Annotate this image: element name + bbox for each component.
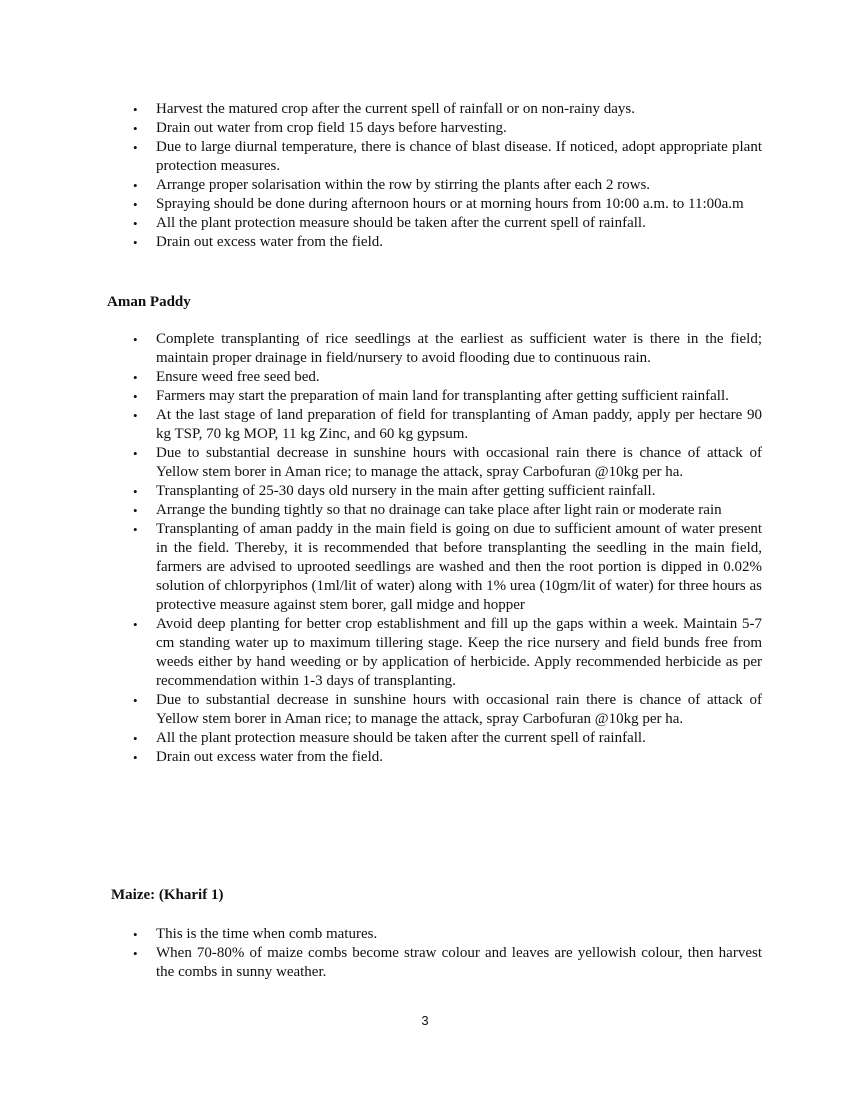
aman-paddy-list <box>133 330 762 767</box>
list-item: • Due to large diurnal temperature, there is chance of blast disease. If noticed, adopt appropriate plant protection measures. <box>133 139 762 174</box>
maize-list <box>133 925 762 982</box>
bullet-icon: • <box>133 102 138 117</box>
bullet-icon: • <box>133 731 138 746</box>
list-item: • When 70-80% of maize combs become straw colour and leaves are yellowish colour, then harvest the combs in sunny weather. <box>133 945 762 980</box>
list-item: • Farmers may start the preparation of main land for transplanting after getting sufficient rainfall. <box>133 388 729 404</box>
bullet-icon: • <box>133 332 138 347</box>
bullet-icon: • <box>133 235 138 250</box>
general-advice-list <box>133 100 762 252</box>
bullet-icon: • <box>133 750 138 765</box>
list-item: • This is the time when comb matures. <box>133 926 378 942</box>
page-number: 3 <box>421 1013 429 1028</box>
bullet-icon: • <box>133 197 138 212</box>
bullet-icon: • <box>133 389 138 404</box>
list-item: • At the last stage of land preparation of field for transplanting of Aman paddy, apply per hectare 90 kg TSP, 70 kg MOP, 11 kg Zinc, and 60 kg gypsum. <box>133 407 762 442</box>
bullet-icon: • <box>133 408 138 423</box>
list-item: • Ensure weed free seed bed. <box>133 369 320 385</box>
bullet-icon: • <box>133 178 138 193</box>
list-item: • Drain out excess water from the field. <box>133 234 383 250</box>
bullet-icon: • <box>133 503 138 518</box>
list-item: • All the plant protection measure should be taken after the current spell of rainfall. <box>133 215 646 231</box>
bullet-icon: • <box>133 693 138 708</box>
list-item: • Spraying should be done during afternoon hours or at morning hours from 10:00 a.m. to 11:00a.m <box>133 196 744 212</box>
bullet-icon: • <box>133 946 138 961</box>
maize-heading: Maize: (Kharif 1) <box>111 887 224 903</box>
list-item: • Transplanting of 25-30 days old nursery in the main after getting sufficient rainfall. <box>133 483 656 499</box>
list-item: • Due to substantial decrease in sunshine hours with occasional rain there is chance of attack of Yellow stem borer in Aman rice; to manage the attack, spray Carbofuran @10kg per ha. <box>133 692 762 727</box>
list-item: • Drain out water from crop field 15 days before harvesting. <box>133 120 507 136</box>
bullet-icon: • <box>133 927 138 942</box>
list-item: • Arrange the bunding tightly so that no drainage can take place after light rain or moderate rain <box>133 502 722 518</box>
bullet-icon: • <box>133 446 138 461</box>
list-item: • Due to substantial decrease in sunshine hours with occasional rain there is chance of attack of Yellow stem borer in Aman rice; to manage the attack, spray Carbofuran @10kg per ha. <box>133 445 762 480</box>
bullet-icon: • <box>133 216 138 231</box>
list-item: • Harvest the matured crop after the current spell of rainfall or on non-rainy days. <box>133 101 635 117</box>
bullet-icon: • <box>133 140 138 155</box>
bullet-icon: • <box>133 484 138 499</box>
list-item: • Arrange proper solarisation within the row by stirring the plants after each 2 rows. <box>133 177 651 193</box>
list-item: • Transplanting of aman paddy in the main field is going on due to sufficient amount of water present in the field. Thereby, it is recommended that before transplanting the seedling in the main field, farmers are advised to uprooted seedlings are washed and then the root portion is dipped in 0.02% solution of chlorpyriphos (1ml/lit of water) along with 1% urea (10gm/lit of water) for three hours as protective measure against stem borer, gall midge and hopper <box>133 521 762 613</box>
aman-paddy-heading: Aman Paddy <box>107 294 191 310</box>
bullet-icon: • <box>133 121 138 136</box>
list-item: • Complete transplanting of rice seedlings at the earliest as sufficient water is there in the field; maintain proper drainage in field/nursery to avoid flooding due to continuous rain. <box>133 331 762 366</box>
list-item: • Avoid deep planting for better crop establishment and fill up the gaps within a week. Maintain 5-7 cm standing water up to maximum tillering stage. Keep the rice nursery and field bunds free from weeds either by hand weeding or by application of herbicide. Apply recommended herbicide as per recommendation within 1-3 days of transplanting. <box>133 616 762 689</box>
bullet-icon: • <box>133 617 138 632</box>
bullet-icon: • <box>133 522 138 537</box>
bullet-icon: • <box>133 370 138 385</box>
list-item: • Drain out excess water from the field. <box>133 749 383 765</box>
list-item: • All the plant protection measure should be taken after the current spell of rainfall. <box>133 730 646 746</box>
